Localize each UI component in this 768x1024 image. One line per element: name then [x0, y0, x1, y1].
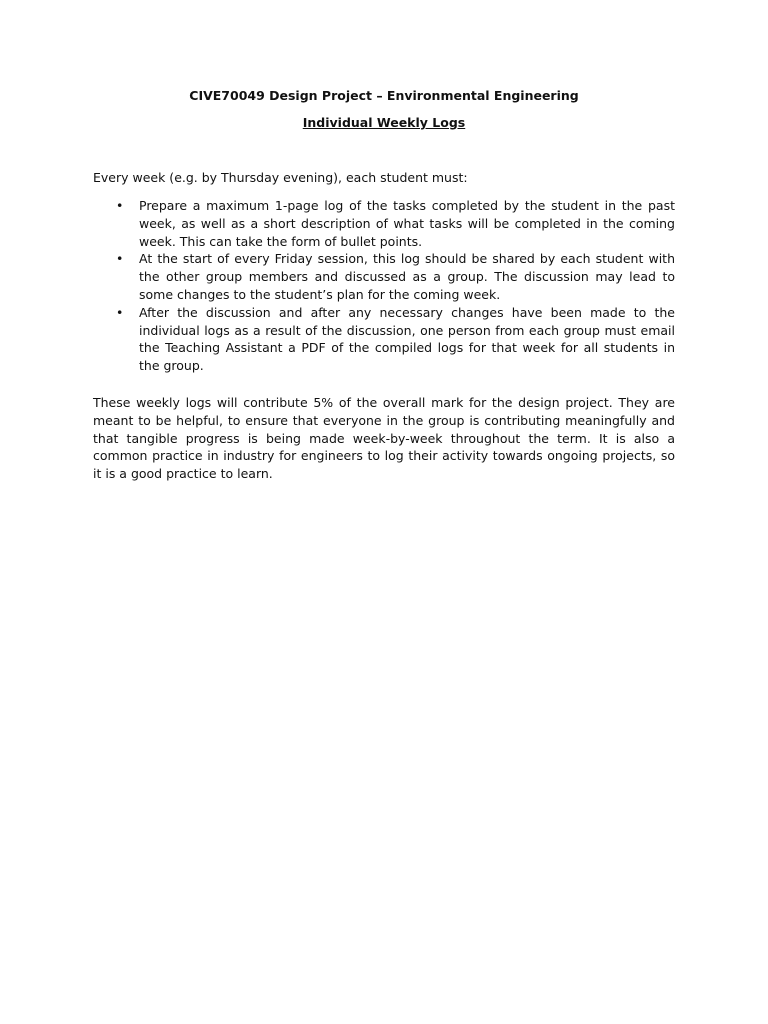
instruction-list [93, 197, 675, 375]
intro-paragraph: Every week (e.g. by Thursday evening), each student must: [93, 170, 468, 185]
closing-paragraph: These weekly logs will contribute 5% of the overall mark for the design project. They are meant to be helpful, to ensure that everyone in the group is contributing meaningfully and that tangible progress is being made week-by-week throughout the term. It is also a common practice in industry for engineers to log their activity towards ongoing projects, so it is a good practice to learn. [93, 395, 675, 482]
list-item-text: After the discussion and after any necessary changes have been made to the individual logs as a result of the discussion, one person from each group must email the Teaching Assistant a PDF of the compiled logs for that week for all students in the group. [139, 304, 675, 374]
document-subtitle: Individual Weekly Logs [302, 115, 466, 130]
list-item-text: At the start of every Friday session, this log should be shared by each student with the other group members and discussed as a group. The discussion may lead to some changes to the student’s plan for the coming week. [139, 251, 675, 302]
bullet-icon: • [116, 304, 124, 320]
list-item [93, 197, 675, 250]
bullet-icon: • [116, 198, 124, 213]
list-item [93, 304, 675, 375]
document-title: CIVE70049 Design Project – Environmental Engineering [189, 88, 579, 103]
bullet-icon: • [116, 251, 124, 267]
list-item [93, 250, 675, 303]
list-item-text: Prepare a maximum 1-page log of the tasks completed by the student in the past week, as well as a short description of what tasks will be completed in the coming week. This can take the form of bullet points. [139, 198, 675, 249]
